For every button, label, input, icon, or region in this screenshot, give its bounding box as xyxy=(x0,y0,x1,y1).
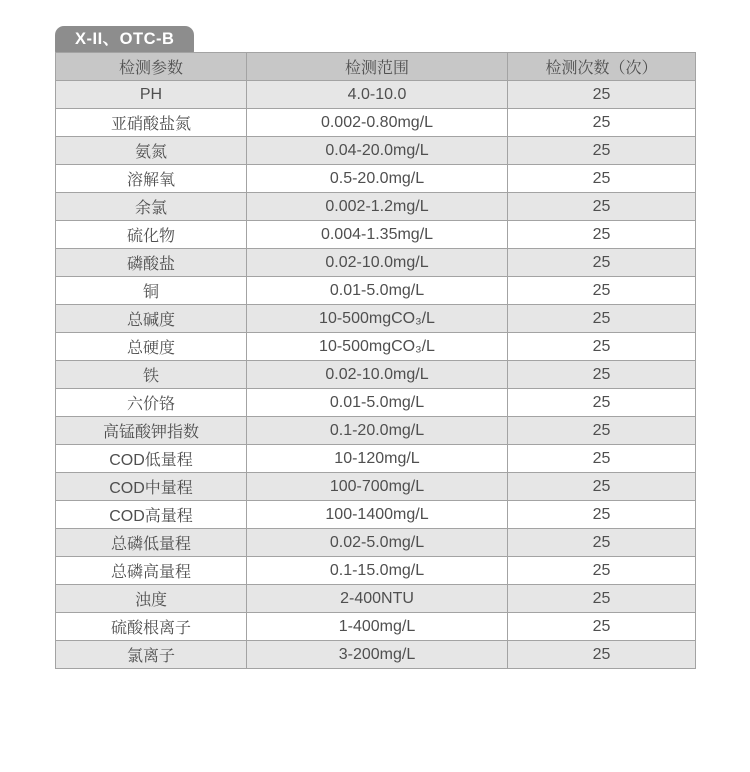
count-cell: 25 xyxy=(508,305,696,333)
param-cell: 总磷高量程 xyxy=(56,557,247,585)
param-cell: 浊度 xyxy=(56,585,247,613)
table-row xyxy=(56,641,696,669)
param-cell: 氯离子 xyxy=(56,641,247,669)
col-header-range: 检测范围 xyxy=(247,53,508,81)
table-row xyxy=(56,193,696,221)
range-cell: 3-200mg/L xyxy=(247,641,508,669)
count-cell: 25 xyxy=(508,221,696,249)
table-row xyxy=(56,585,696,613)
table-row xyxy=(56,613,696,641)
range-cell: 10-500mgCO₃/L xyxy=(247,333,508,361)
param-cell: 磷酸盐 xyxy=(56,249,247,277)
table-row xyxy=(56,473,696,501)
table-row xyxy=(56,529,696,557)
count-cell: 25 xyxy=(508,81,696,109)
param-cell: COD高量程 xyxy=(56,501,247,529)
count-cell: 25 xyxy=(508,109,696,137)
table-row xyxy=(56,361,696,389)
count-cell: 25 xyxy=(508,585,696,613)
count-cell: 25 xyxy=(508,361,696,389)
range-cell: 0.01-5.0mg/L xyxy=(247,277,508,305)
table-row xyxy=(56,333,696,361)
range-cell: 10-120mg/L xyxy=(247,445,508,473)
range-cell: 0.02-10.0mg/L xyxy=(247,361,508,389)
range-cell: 0.1-15.0mg/L xyxy=(247,557,508,585)
param-cell: 亚硝酸盐氮 xyxy=(56,109,247,137)
range-cell: 0.002-0.80mg/L xyxy=(247,109,508,137)
param-cell: 硫化物 xyxy=(56,221,247,249)
param-cell: 六价铬 xyxy=(56,389,247,417)
count-cell: 25 xyxy=(508,193,696,221)
table-row xyxy=(56,277,696,305)
count-cell: 25 xyxy=(508,613,696,641)
col-header-count: 检测次数（次） xyxy=(508,53,696,81)
count-cell: 25 xyxy=(508,557,696,585)
table-row xyxy=(56,81,696,109)
count-cell: 25 xyxy=(508,417,696,445)
count-cell: 25 xyxy=(508,249,696,277)
table-row xyxy=(56,557,696,585)
param-cell: 硫酸根离子 xyxy=(56,613,247,641)
range-cell: 100-1400mg/L xyxy=(247,501,508,529)
table-row xyxy=(56,305,696,333)
table-row xyxy=(56,221,696,249)
count-cell: 25 xyxy=(508,333,696,361)
count-cell: 25 xyxy=(508,473,696,501)
table-row xyxy=(56,501,696,529)
model-tab-label: X-II、OTC-B xyxy=(75,30,175,48)
table-row xyxy=(56,165,696,193)
table-row xyxy=(56,389,696,417)
range-cell: 0.02-5.0mg/L xyxy=(247,529,508,557)
range-cell: 4.0-10.0 xyxy=(247,81,508,109)
count-cell: 25 xyxy=(508,501,696,529)
range-cell: 0.02-10.0mg/L xyxy=(247,249,508,277)
range-cell: 0.04-20.0mg/L xyxy=(247,137,508,165)
range-cell: 1-400mg/L xyxy=(247,613,508,641)
param-cell: 高锰酸钾指数 xyxy=(56,417,247,445)
count-cell: 25 xyxy=(508,389,696,417)
param-cell: 总硬度 xyxy=(56,333,247,361)
table-header-row xyxy=(56,53,696,81)
param-cell: 氨氮 xyxy=(56,137,247,165)
count-cell: 25 xyxy=(508,277,696,305)
param-cell: 铜 xyxy=(56,277,247,305)
range-cell: 0.01-5.0mg/L xyxy=(247,389,508,417)
table-row xyxy=(56,249,696,277)
count-cell: 25 xyxy=(508,165,696,193)
col-header-parameter: 检测参数 xyxy=(56,53,247,81)
table-row xyxy=(56,137,696,165)
range-cell: 0.002-1.2mg/L xyxy=(247,193,508,221)
count-cell: 25 xyxy=(508,529,696,557)
count-cell: 25 xyxy=(508,137,696,165)
count-cell: 25 xyxy=(508,445,696,473)
param-cell: 余氯 xyxy=(56,193,247,221)
param-cell: PH xyxy=(56,81,247,109)
table-row xyxy=(56,445,696,473)
spec-table xyxy=(55,52,696,669)
param-cell: 总碱度 xyxy=(56,305,247,333)
count-cell: 25 xyxy=(508,641,696,669)
range-cell: 2-400NTU xyxy=(247,585,508,613)
range-cell: 100-700mg/L xyxy=(247,473,508,501)
range-cell: 0.5-20.0mg/L xyxy=(247,165,508,193)
param-cell: 铁 xyxy=(56,361,247,389)
param-cell: COD低量程 xyxy=(56,445,247,473)
table-row xyxy=(56,109,696,137)
param-cell: 溶解氧 xyxy=(56,165,247,193)
range-cell: 0.004-1.35mg/L xyxy=(247,221,508,249)
range-cell: 10-500mgCO₃/L xyxy=(247,305,508,333)
table-row xyxy=(56,417,696,445)
param-cell: 总磷低量程 xyxy=(56,529,247,557)
range-cell: 0.1-20.0mg/L xyxy=(247,417,508,445)
param-cell: COD中量程 xyxy=(56,473,247,501)
